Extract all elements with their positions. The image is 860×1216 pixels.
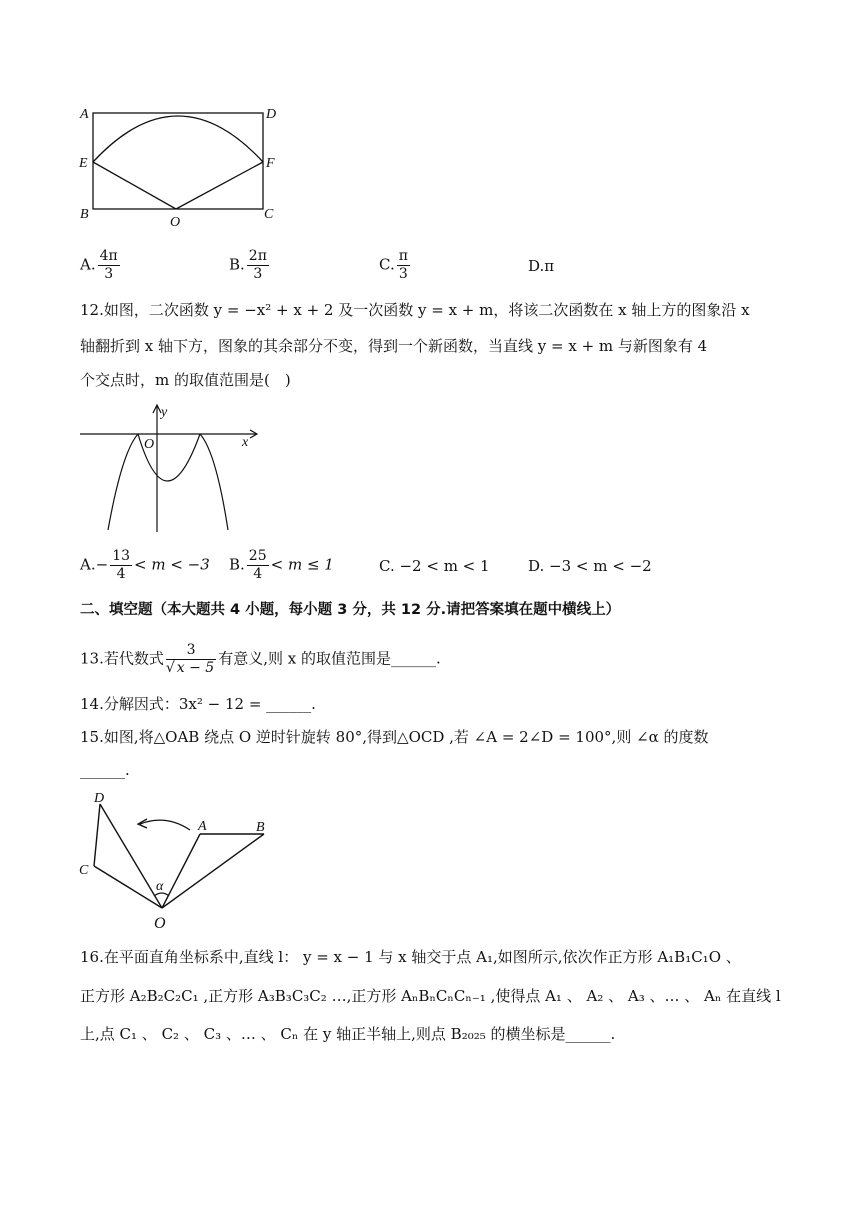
- label-O: O: [144, 437, 155, 452]
- q16-line-2: 正方形 A₂B₂C₂C₁ ,正方形 A₃B₃C₃C₂ …,正方形 AₙBₙCₙCₙ₋₁ ,使得点 A₁ 、 A₂ 、 A₃ 、… 、 Aₙ 在直线 l: [80, 987, 781, 1005]
- label-alpha: α: [156, 879, 164, 894]
- q11-option-d: D.π: [528, 257, 555, 275]
- q16-line-1: 16.在平面直角坐标系中,直线 l： y = x − 1 与 x 轴交于点 A₁,如图所示,依次作正方形 A₁B₁C₁O 、: [80, 948, 741, 966]
- label-F: F: [266, 156, 275, 171]
- label-O: O: [170, 215, 181, 230]
- label-y: y: [161, 405, 168, 420]
- q12-option-c: C. −2 < m < 1: [379, 557, 490, 575]
- label-O: O: [154, 915, 166, 932]
- label-C: C: [79, 863, 89, 878]
- label-x: x: [242, 435, 249, 450]
- label-A: A: [198, 819, 207, 834]
- q12-line-3: 个交点时，m 的取值范围是( ): [80, 371, 291, 389]
- figure-q11: [76, 100, 286, 232]
- q16-line-3: 上,点 C₁ 、 C₂ 、 C₃ 、… 、 Cₙ 在 y 轴正半轴上,则点 B₂₀₂₅ 的横坐标是______.: [80, 1025, 616, 1043]
- label-E: E: [79, 156, 88, 171]
- section-heading: 二、填空题（本大题共 4 小题，每小题 3 分，共 12 分.请把答案填在题中横线上）: [80, 602, 621, 618]
- figure-q15: [76, 786, 276, 932]
- label-B: B: [80, 207, 89, 222]
- q11-option-b: B. $\frac{2\pi}{3}$: [229, 248, 267, 282]
- q15-line-1: 15.如图,将△OAB 绕点 O 逆时针旋转 80°,得到△OCD ,若 ∠A = 2∠D = 100°,则 ∠α 的度数: [80, 728, 709, 746]
- label-C: C: [264, 207, 274, 222]
- q11-option-c: C. $\frac{\pi}{3}$: [379, 248, 408, 282]
- q14-line: 14.分解因式：3x² − 12 = ______.: [80, 695, 316, 713]
- q12-line-2: 轴翻折到 x 轴下方，图象的其余部分不变，得到一个新函数，当直线 y = x + m 与新图象有 4: [80, 337, 708, 355]
- q15-line-2: ______.: [80, 761, 130, 779]
- label-A: A: [80, 107, 89, 122]
- q13-line: 13.若代数式 $\frac{3}{√ x - 5}$ 有意义,则 x 的取值范围是______.: [80, 642, 441, 676]
- q12-option-a: A.− $\frac{13}{4}$ < m < −3: [80, 548, 210, 582]
- q12-line-1: 12.如图，二次函数 y = −x² + x + 2 及一次函数 y = x + m，将该二次函数在 x 轴上方的图象沿 x: [80, 301, 750, 319]
- q12-option-d: D. −3 < m < −2: [528, 557, 652, 575]
- label-D: D: [266, 107, 277, 122]
- q12-option-b: B. $\frac{25}{4}$ < m ≤ 1: [229, 548, 334, 582]
- q11-option-a: A. $\frac{4\pi}{3}$: [80, 248, 118, 282]
- label-B: B: [256, 820, 265, 835]
- label-D: D: [94, 791, 105, 806]
- figure-q12: [76, 402, 266, 534]
